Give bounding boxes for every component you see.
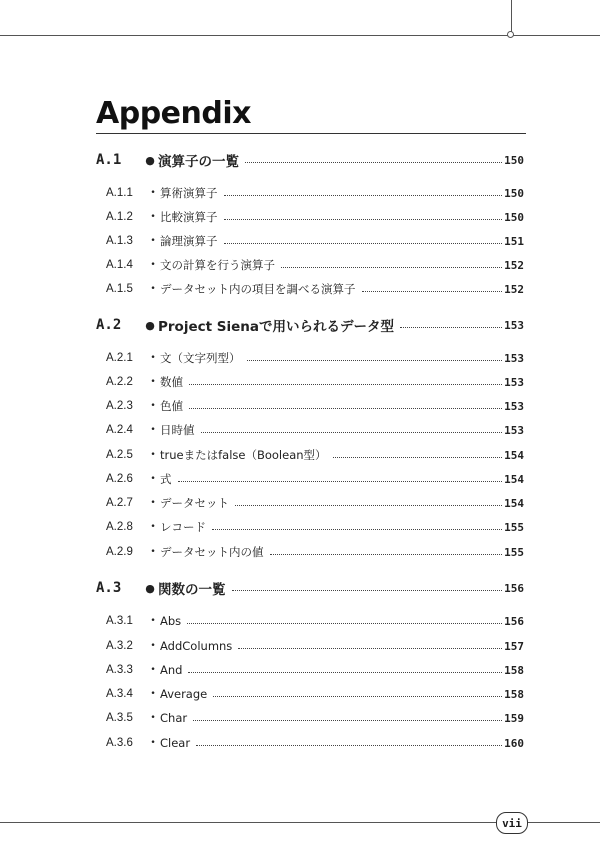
dot-leader: [232, 590, 503, 591]
item-number: A.2.7: [106, 497, 133, 509]
bullet-icon: ●: [145, 153, 155, 167]
bullet-icon: •: [150, 236, 156, 246]
item-title: 比較演算子: [160, 210, 218, 224]
item-page: 152: [504, 282, 524, 296]
item-title: trueまたはfalse（Boolean型）: [160, 448, 327, 462]
item-number: A.2.9: [106, 546, 133, 558]
dot-leader: [201, 432, 503, 433]
bullet-icon: •: [150, 425, 156, 435]
toc-item[interactable]: [96, 231, 524, 251]
item-title: データセット内の値: [160, 545, 264, 559]
toc-item[interactable]: [96, 733, 524, 753]
bullet-icon: •: [150, 641, 156, 651]
item-number: A.1.4: [106, 259, 133, 271]
toc-item[interactable]: [96, 493, 524, 513]
item-page: 154: [504, 472, 524, 486]
item-number: A.2.3: [106, 400, 133, 412]
item-title: 算術演算子: [160, 186, 218, 200]
item-number: A.3.6: [106, 737, 133, 749]
bullet-icon: •: [150, 738, 156, 748]
dot-leader: [362, 291, 503, 292]
header-marker-line: [511, 0, 512, 33]
dot-leader: [189, 408, 502, 409]
toc-item[interactable]: [96, 684, 524, 704]
section-page: 150: [504, 153, 524, 167]
item-title: 文の計算を行う演算子: [160, 258, 275, 272]
section-title: Project Sienaで用いられるデータ型: [158, 319, 394, 335]
bullet-icon: •: [150, 377, 156, 387]
item-number: A.3.1: [106, 615, 133, 627]
toc-item[interactable]: [96, 420, 524, 440]
item-page: 155: [504, 545, 524, 559]
item-page: 153: [504, 399, 524, 413]
toc-item[interactable]: [96, 708, 524, 728]
toc-item[interactable]: [96, 636, 524, 656]
item-number: A.1.3: [106, 235, 133, 247]
toc-item[interactable]: [96, 183, 524, 203]
bullet-icon: •: [150, 522, 156, 532]
dot-leader: [196, 745, 502, 746]
header-marker-dot: [507, 31, 514, 38]
item-number: A.2.6: [106, 473, 133, 485]
toc-section-a3[interactable]: [96, 576, 524, 600]
item-title: 文（文字列型）: [160, 351, 241, 365]
section-number: A.1: [96, 152, 122, 168]
toc-item[interactable]: [96, 517, 524, 537]
bullet-icon: •: [150, 401, 156, 411]
bullet-icon: •: [150, 353, 156, 363]
page-number-badge: vii: [496, 812, 528, 834]
bullet-icon: •: [150, 713, 156, 723]
item-title: 式: [160, 472, 172, 486]
dot-leader: [224, 195, 503, 196]
item-page: 150: [504, 186, 524, 200]
item-number: A.3.3: [106, 664, 133, 676]
item-page: 154: [504, 496, 524, 510]
item-number: A.2.1: [106, 352, 133, 364]
item-page: 151: [504, 234, 524, 248]
bullet-icon: •: [150, 284, 156, 294]
item-page: 156: [504, 614, 524, 628]
toc-item[interactable]: [96, 255, 524, 275]
item-title: データセット: [160, 496, 229, 510]
bullet-icon: •: [150, 498, 156, 508]
item-number: A.3.4: [106, 688, 133, 700]
dot-leader: [270, 554, 503, 555]
item-number: A.3.2: [106, 640, 133, 652]
page-title: Appendix: [96, 96, 251, 131]
item-title: Average: [160, 687, 208, 701]
bullet-icon: •: [150, 547, 156, 557]
item-page: 153: [504, 351, 524, 365]
dot-leader: [213, 696, 502, 697]
dot-leader: [188, 672, 502, 673]
toc-item[interactable]: [96, 396, 524, 416]
toc-item[interactable]: [96, 207, 524, 227]
item-title: データセット内の項目を調べる演算子: [160, 282, 356, 296]
dot-leader: [247, 360, 503, 361]
item-title: Abs: [160, 614, 182, 628]
bullet-icon: •: [150, 689, 156, 699]
item-title: 論理演算子: [160, 234, 218, 248]
item-page: 150: [504, 210, 524, 224]
item-title: Clear: [160, 736, 191, 750]
toc-item[interactable]: [96, 445, 524, 465]
item-title: AddColumns: [160, 639, 233, 653]
item-page: 153: [504, 423, 524, 437]
item-number: A.1.2: [106, 211, 133, 223]
item-page: 158: [504, 663, 524, 677]
item-page: 160: [504, 736, 524, 750]
section-title: 演算子の一覧: [158, 154, 239, 170]
dot-leader: [224, 243, 503, 244]
toc-item[interactable]: [96, 542, 524, 562]
toc-section-a1[interactable]: [96, 148, 524, 172]
item-number: A.2.8: [106, 521, 133, 533]
section-number: A.3: [96, 580, 122, 596]
item-page: 153: [504, 375, 524, 389]
dot-leader: [224, 219, 503, 220]
item-number: A.1.5: [106, 283, 133, 295]
bullet-icon: •: [150, 616, 156, 626]
dot-leader: [193, 720, 502, 721]
item-title: レコード: [160, 520, 206, 534]
toc-item[interactable]: [96, 348, 524, 368]
item-page: 154: [504, 448, 524, 462]
dot-leader: [238, 648, 502, 649]
section-number: A.2: [96, 317, 122, 333]
toc-item[interactable]: [96, 469, 524, 489]
item-page: 155: [504, 520, 524, 534]
dot-leader: [187, 623, 502, 624]
toc-section-a2[interactable]: [96, 313, 524, 337]
bullet-icon: •: [150, 474, 156, 484]
item-number: A.2.2: [106, 376, 133, 388]
toc-item[interactable]: [96, 660, 524, 680]
section-title: 関数の一覧: [158, 582, 226, 598]
item-title: Char: [160, 711, 188, 725]
item-page: 152: [504, 258, 524, 272]
dot-leader: [333, 457, 503, 458]
item-title: And: [160, 663, 183, 677]
item-page: 158: [504, 687, 524, 701]
toc-item[interactable]: [96, 611, 524, 631]
toc-item[interactable]: [96, 372, 524, 392]
dot-leader: [178, 481, 503, 482]
bullet-icon: •: [150, 188, 156, 198]
dot-leader: [235, 505, 502, 506]
section-page: 153: [504, 318, 524, 332]
item-title: 色値: [160, 399, 183, 413]
item-title: 数値: [160, 375, 183, 389]
item-number: A.2.5: [106, 449, 133, 461]
item-number: A.2.4: [106, 424, 133, 436]
bullet-icon: •: [150, 212, 156, 222]
bullet-icon: •: [150, 665, 156, 675]
item-page: 159: [504, 711, 524, 725]
title-underline: [96, 133, 526, 134]
bullet-icon: •: [150, 450, 156, 460]
bullet-icon: ●: [145, 318, 155, 332]
dot-leader: [245, 162, 502, 163]
item-number: A.1.1: [106, 187, 133, 199]
item-title: 日時値: [160, 423, 195, 437]
dot-leader: [400, 327, 502, 328]
dot-leader: [281, 267, 502, 268]
bullet-icon: ●: [145, 581, 155, 595]
section-page: 156: [504, 581, 524, 595]
dot-leader: [189, 384, 502, 385]
dot-leader: [212, 529, 502, 530]
bullet-icon: •: [150, 260, 156, 270]
item-page: 157: [504, 639, 524, 653]
toc-item[interactable]: [96, 279, 524, 299]
item-number: A.3.5: [106, 712, 133, 724]
